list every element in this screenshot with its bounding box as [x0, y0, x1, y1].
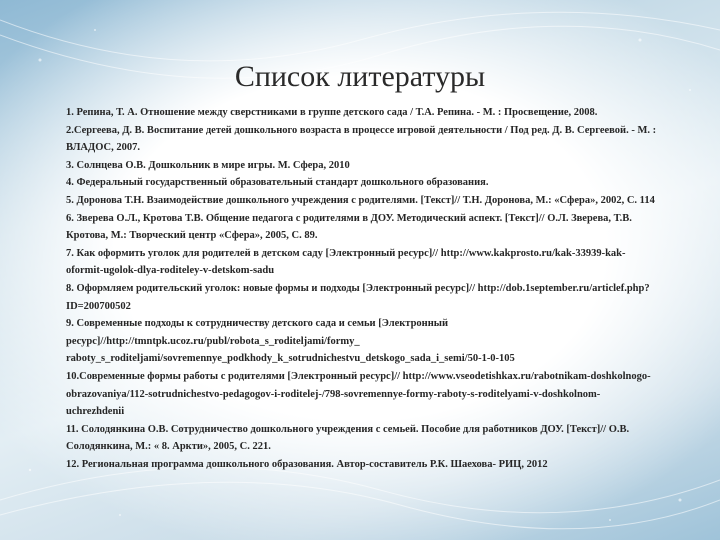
reference-item: 12. Региональная программа дошкольного образования. Автор-составитель Р.К. Шаехова- РИЦ, 2012: [66, 458, 548, 470]
reference-list: [66, 104, 658, 473]
reference-item: 4. Федеральный государственный образовательный стандарт дошкольного образования.: [66, 177, 489, 189]
reference-item: 6. Зверева О.Л., Кротова Т.В. Общение педагога с родителями в ДОУ. Методический аспект. [Текст]// О.Л. Зверева, Т.В. Кротова, М.: Творческий центр «Сфера», 2005, С. 89.: [66, 212, 632, 242]
reference-item: 1. Репина, Т. А. Отношение между сверстниками в группе детского сада / Т.А. Репина. - М. : Просвещение, 2008.: [66, 107, 598, 118]
reference-item: 3. Солнцева О.В. Дошкольник в мире игры. М. Сфера, 2010: [66, 159, 350, 171]
slide-title: Список литературы: [234, 60, 486, 93]
reference-item: 2.Сергеева, Д. В. Воспитание детей дошкольного возраста в процессе игровой деятельности / Под ред. Д. В. Сергеевой. - М. : ВЛАДОС, 2007.: [66, 124, 657, 154]
reference-item: 9. Современные подходы к сотрудничеству детского сада и семьи [Электронный ресурс]//http://tmntpk.ucoz.ru/publ/robota_s_roditeljami/formy_ raboty_s_roditeljami/sovremennye_podkhody_k_sotrudnichestvu_detskogo_sada_i_semi/50-1-0-105: [66, 318, 515, 365]
reference-item: 8. Оформляем родительский уголок: новые формы и подходы [Электронный ресурс]// http://dob.1september.ru/articlef.php?ID=200700502: [66, 282, 650, 312]
reference-item: 5. Доронова Т.Н. Взаимодействие дошкольного учреждения с родителями. [Текст]// Т.Н. Доронова, М.: «Сфера», 2002, С. 114: [66, 194, 655, 206]
reference-item: 11. Солодянкина О.В. Сотрудничество дошкольного учреждения с семьей. Пособие для работников ДОУ. [Текст]// О.В. Солодянкина, М.: « 8. Аркти», 2005, С. 221.: [66, 423, 630, 453]
reference-item: 7. Как оформить уголок для родителей в детском саду [Электронный ресурс]// http://www.kakprosto.ru/kak-33939-kak-oformit-ugolok-dlya-roditeley-v-detskom-sadu: [66, 247, 626, 277]
reference-item: 10.Современные формы работы с родителями [Электронный ресурс]// http://www.vseodetishkax.ru/rabotnikam-doshkolnogo-obrazovaniya/112-sotrudnichestvo-pedagogov-i-roditelej-/798-sovremennye-formy-raboty-s-roditelyami-v-doshkolnom-uchrezhdenii: [66, 370, 651, 418]
